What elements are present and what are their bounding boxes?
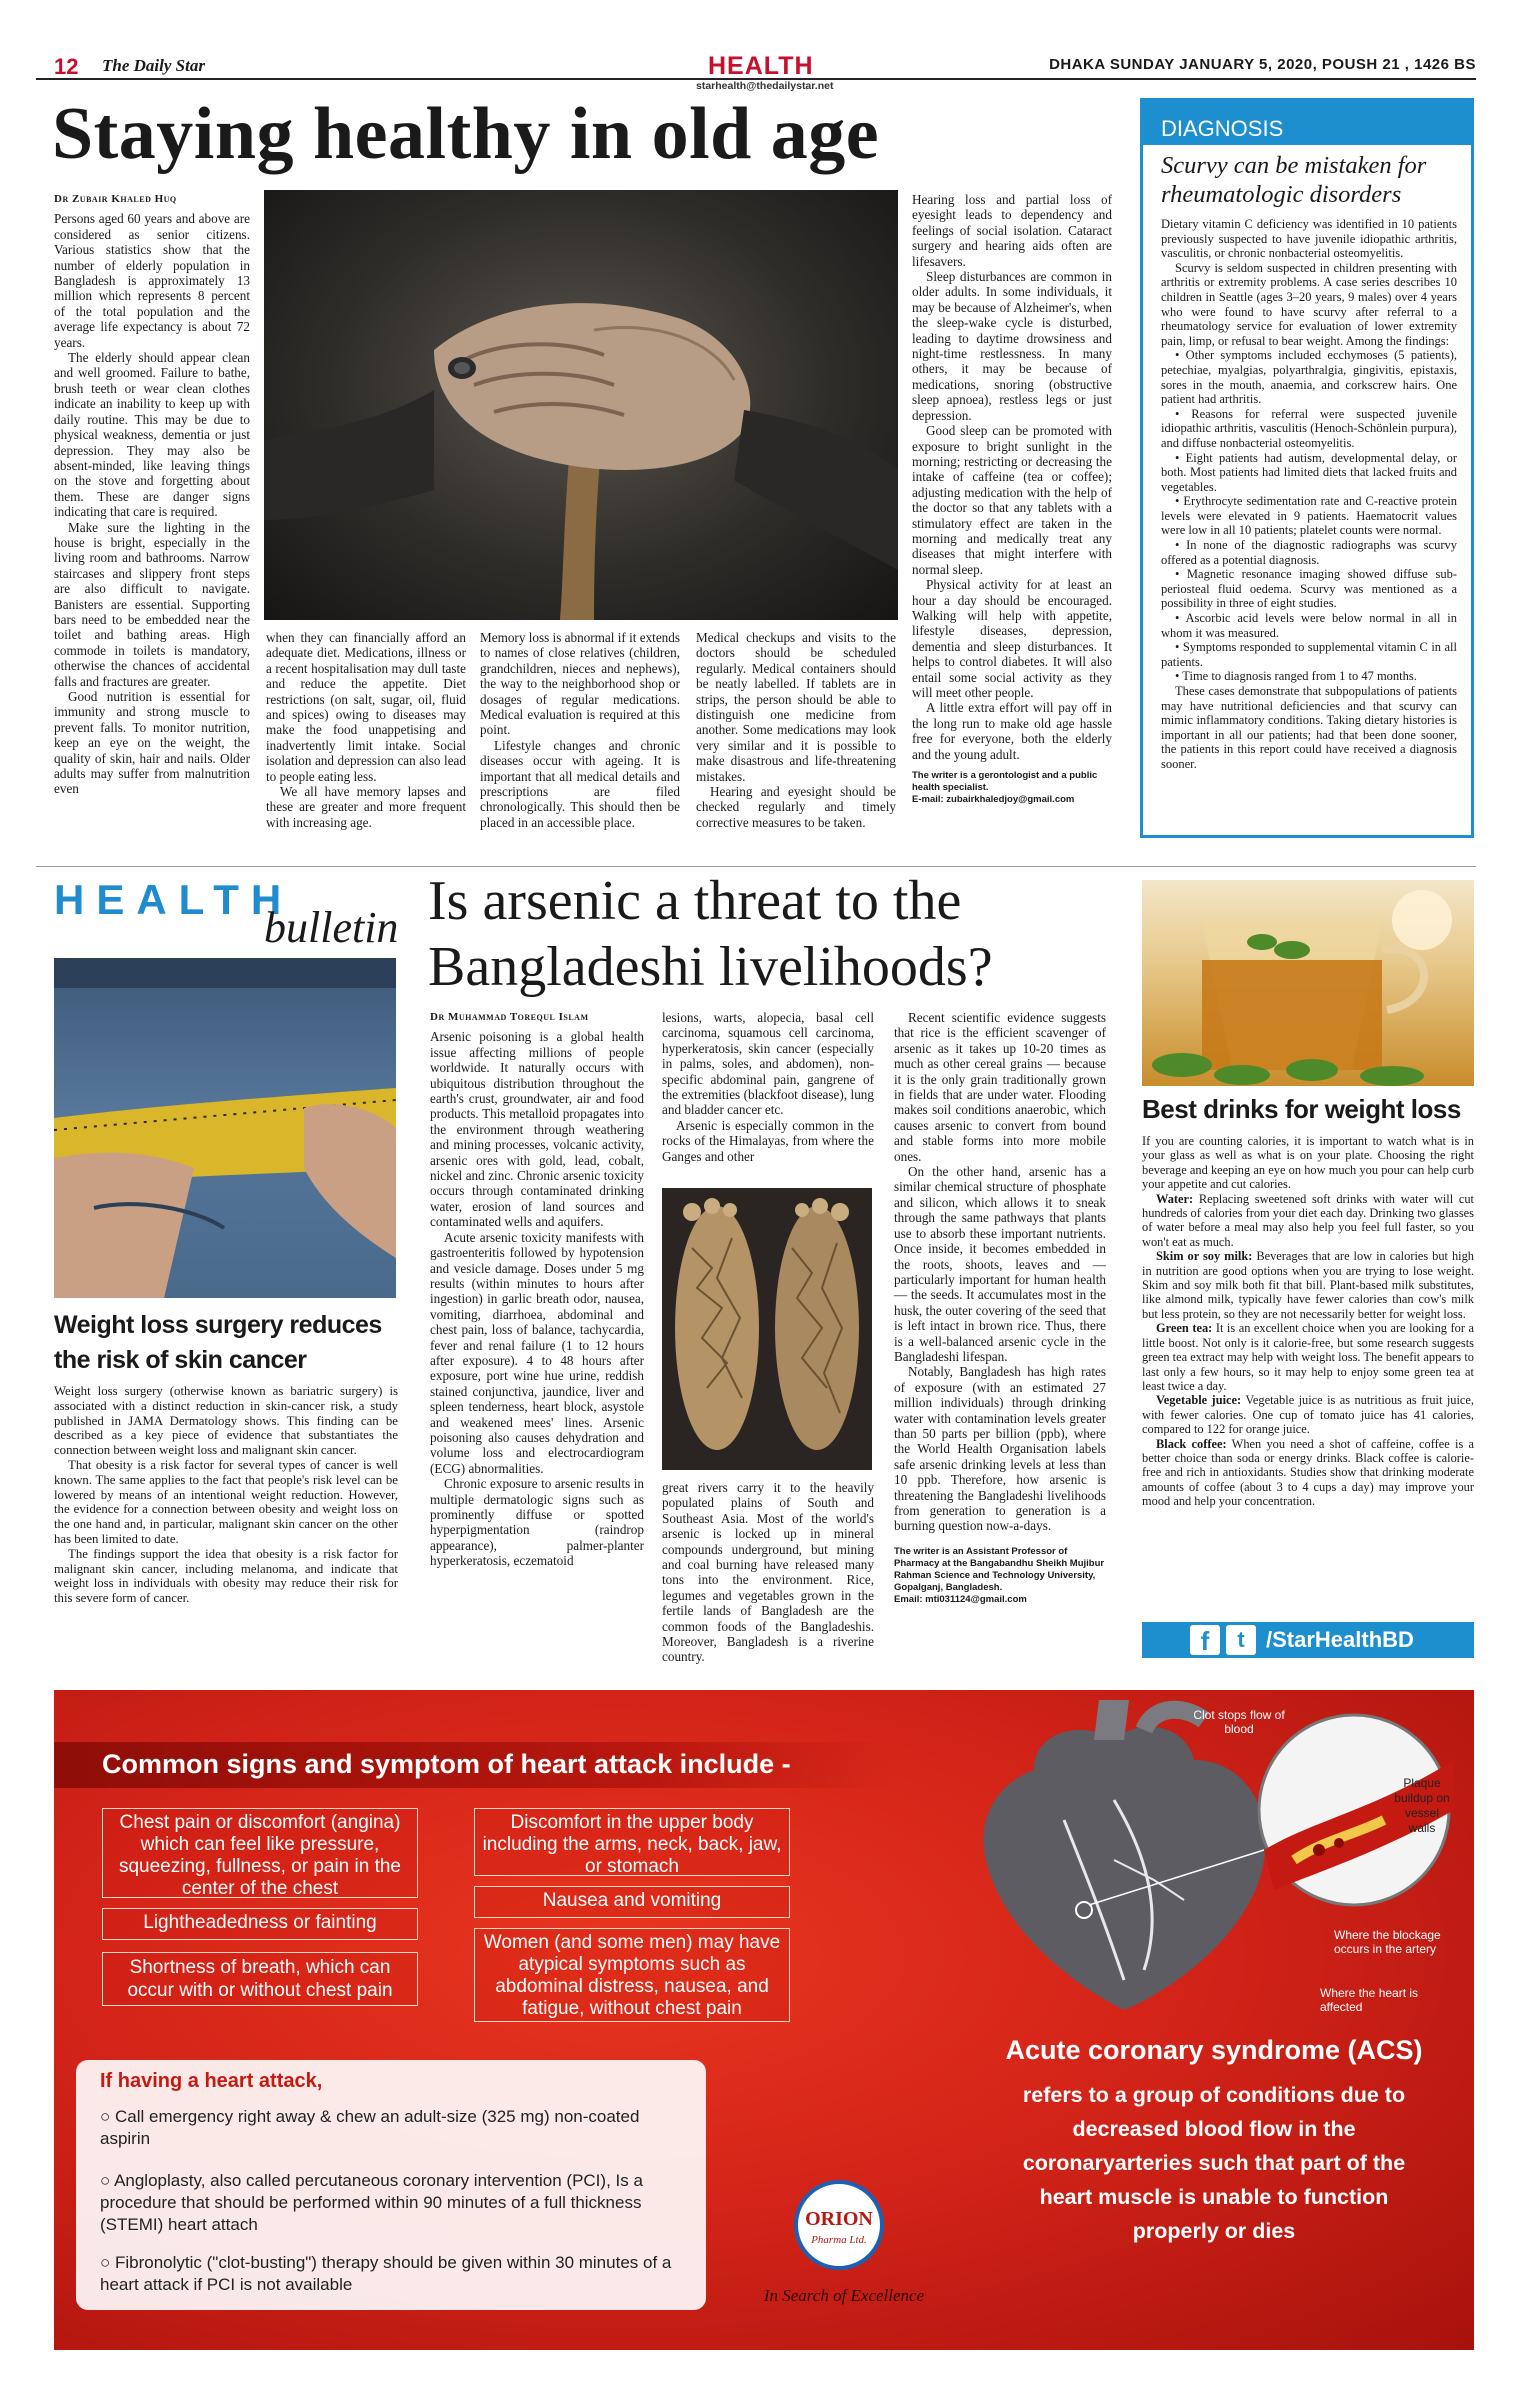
bullet-item: • Eight patients had autism, developmental delay, or both. Most patients had limited diets that lacked fruits and vegetables. [1161, 450, 1457, 494]
bullet-item: • Erythrocyte sedimentation rate and C-reactive protein levels were elevated in 9 patients. Haematocrit values were low in all 10 patients; platelet counts were normal. [1161, 494, 1457, 538]
symptom-box: Discomfort in the upper body including the arms, neck, back, jaw, or stomach [474, 1808, 790, 1876]
main-byline: Dr Zubair Khaled Huq [54, 193, 177, 205]
bulletin-logo-bulletin: bulletin [264, 903, 399, 952]
main-col-1 [54, 192, 250, 797]
header-rule [36, 78, 1476, 80]
bulletin-body [54, 1384, 398, 1606]
heart-label-affected: Where the heart is affected [1320, 1986, 1419, 2014]
paragraph: Weight loss surgery (otherwise known as bariatric surgery) is associated with a distinct reduction in skin-cancer risk, a study published in JAMA Dermatology shows. This finding can be described as a key piece of evidence that substantiates the connection between weight loss and malignant skin cancer. [54, 1384, 398, 1458]
heart-label-blockage: Where the blockage occurs in the artery [1334, 1928, 1441, 1956]
bullet-item: • Time to diagnosis ranged from 1 to 47 months. [1175, 669, 1417, 684]
arsenic-title: Is arsenic a threat to the Bangladeshi livelihoods? [428, 870, 993, 998]
dateline: DHAKA SUNDAY JANUARY 5, 2020, POUSH 21 , 1426 BS [1049, 56, 1476, 73]
main-col-3 [480, 630, 680, 830]
paragraph: If you are counting calories, it is important to watch what is in your glass as well as what is on your plate. Choosing the right beverage and keeping an eye on how much you pour can help curb your appetite and cut calories. [1142, 1134, 1474, 1192]
paragraph: The findings support the idea that obesity is a risk factor for malignant skin cancer, including melanoma, and indicate that weight loss in individuals with obesity may reduce their risk for this severe form of cancer. [54, 1546, 398, 1606]
weight-loss-photo [54, 958, 396, 1298]
paragraph: Good sleep can be promoted with exposure to bright sunlight in the morning; restricting or decreasing the intake of caffeine (tea or coffee); adjusting medication with the help of the doctor so that any tablets with a stimulatory effect are taken in the morning and medically treat any diseases that might interfere with normal sleep. [912, 423, 1112, 577]
steps-heading: If having a heart attack, [100, 2070, 323, 2092]
paragraph: That obesity is a risk factor for several types of cancer is well known. The same applies to the fact that people's risk level can be lowered by means of an intentional weight reduction. However, the evidence for a connection between obesity and weight loss on the one hand and, in particular, malignant skin cancer on the other has been limited to date. [54, 1457, 398, 1546]
step-item: ○ Fibronolytic ("clot-busting") therapy should be given within 30 minutes of a heart attack if PCI is not available [100, 2253, 672, 2294]
arsenic-col-3 [894, 1010, 1106, 1606]
bulletin-logo-health: HEALTH [54, 876, 294, 923]
paragraph: Scurvy is seldom suspected in children presenting with arthritis or extremity problems. A case series describes 10 children in Seattle (ages 3–20 years, 9 males) over 4 years who were found to have scurvy after referral to a rheumatology service for evaluation of lower extremity pain, limp, or refusal to bear weight. Among the findings: [1161, 260, 1457, 348]
symptom-box: Lightheadedness or fainting [102, 1908, 418, 1940]
paragraph: Arsenic is especially common in the rocks of the Himalayas, from where the Ganges and other [662, 1117, 874, 1164]
paragraph: Physical activity for at least an hour a day should be encouraged. Walking will help with appetite, lifestyle diseases, depression, dementia and sleep disturbances. It helps to control diabetes. It will also entail some social activity as they will meet other people. [912, 577, 1112, 700]
paragraph: Hearing and eyesight should be checked regularly and timely corrective measures to be taken. [696, 784, 896, 830]
paragraph: Notably, Bangladesh has high rates of exposure (with an estimated 27 million individuals) through drinking water with contamination levels greater than 50 parts per billion (ppb), where the World Health Organisation labels safe arsenic drinking levels at less than 10 ppb. Therefore, how arsenic is threatening the Bangladeshi livelihoods from generation to generation is a burning question now-a-days. [894, 1364, 1106, 1534]
section-title: HEALTH [708, 52, 814, 80]
section-divider [36, 866, 1476, 867]
ad-title: Common signs and symptom of heart attack include - [102, 1749, 791, 1779]
bullet-item: • Reasons for referral were suspected juvenile idiopathic arthritis, vasculitis (Henoch-Schönlein purpura), and diffuse nonbacterial osteomyelitis. [1161, 406, 1457, 450]
author-email[interactable]: E-mail: zubairkhaledjoy@gmail.com [912, 794, 1075, 806]
step-item: ○ Angloplasty, also called percutaneous coronary intervention (PCI), Is a procedure that should be performed within 90 minutes of a full thickness (STEMI) heart attach [100, 2171, 643, 2234]
paragraph: great rivers carry it to the heavily populated plains of South and Southeast Asia. Most of the world's arsenic is locked up in mineral compounds underground, but mining and coal burning have released many tons into the environment. Rice, legumes and vegetables grown in the fertile lands of Bangladesh are the common foods of the Bangladeshis. Moreover, Bangladesh is a riverine country. [662, 1480, 874, 1665]
ad-title-bar [54, 1742, 894, 1788]
social-banner[interactable] [1142, 1622, 1474, 1658]
facebook-icon[interactable]: f [1190, 1625, 1220, 1655]
paragraph: Chronic exposure to arsenic results in multiple dermatologic signs such as prominently diffuse or spotted hyperpigmentation (raindrop appearance), palmer-planter hyperkeratosis, eczematoid [430, 1476, 644, 1569]
author-note: The writer is a gerontologist and a public health specialist. E-mail: zubairkhaledjoy@gmail.com [912, 770, 1112, 806]
orion-logo [794, 2180, 884, 2270]
diagnosis-label: DIAGNOSIS [1143, 101, 1471, 145]
heart-attack-steps-box [76, 2060, 706, 2310]
arsenic-author-note: The writer is an Assistant Professor of Pharmacy at the Bangabandhu Sheikh Mujibur Rahman Science and Technology University, Gopalganj, Bangladesh. Email: mti031124@gmail.com [894, 1545, 1105, 1605]
paragraph: lesions, warts, alopecia, basal cell carcinoma, squamous cell carcinoma, hyperkeratosis, skin cancer (especially in palms, soles, and abdomen), non-specific abdominal pain, gangrene of the extremities (blackfoot disease), lung and bladder cancer etc. [662, 1010, 874, 1118]
bullet-item: • Symptoms responded to supplemental vitamin C in all patients. [1161, 640, 1457, 669]
arsenic-col-2-top [662, 1010, 874, 1164]
paragraph: when they can financially afford an adequate diet. Medications, illness or a recent hospitalisation may dull taste and reduce the appetite. Diet restrictions (on salt, sugar, oil, fluid and spices) owing to diseases may make the food unappetising and inadvertently limit intake. Social isolation and depression can also lead to people eating less. [266, 630, 466, 784]
paragraph: Persons aged 60 years and above are considered as senior citizens. Various statistics show that the number of elderly population in Bangladesh is approximately 13 million which represents 8 percent of the total population and the average life expectancy is about 72 years. [54, 211, 250, 350]
arsenic-author-email[interactable]: Email: mti031124@gmail.com [894, 1593, 1027, 1605]
drink-item: Green tea: It is an excellent choice when you are looking for a little boost. Not only is it calorie-free, but some research suggests green tea extract may help with weight loss. The benefit appears to last only a few hours, so it may help to enjoy some green tea at least twice a day. [1142, 1321, 1474, 1393]
main-article-title: Staying healthy in old age [52, 93, 880, 175]
paragraph: Sleep disturbances are common in older adults. In some individuals, it may be because of Alzheimer's, when the sleep-wake cycle is disturbed, leading to daytime drowsiness and night-time restlessness. In many others, it may be because of medications, snoring (obstructive sleep apnoea), restless legs or just depression. [912, 269, 1112, 423]
bullet-circle-icon: ○ [100, 2253, 115, 2272]
symptom-box: Shortness of breath, which can occur with or without chest pain [102, 1952, 418, 2006]
step-item: ○ Call emergency right away & chew an adult-size (325 mg) non-coated aspirin [100, 2107, 640, 2148]
bulletin-logo [54, 876, 404, 956]
paragraph: Hearing loss and partial loss of eyesight leads to dependency and feelings of social isolation. Cataract surgery and hearing aids often are lifesavers. [912, 192, 1112, 269]
arsenic-feet-photo [662, 1188, 872, 1470]
main-col-4 [696, 630, 896, 830]
heart-label-plaque: Plaque buildup on vessel walls [1394, 1776, 1450, 1835]
paragraph: On the other hand, arsenic has a similar chemical structure of phosphate and silicon, which allows it to sneak through the same pathways that plants use to absorb these important nutrients. Once inside, it becomes embedded in the roots, shoots, leaves and — particularly important for human health — the seeds. It accumulates most in the husk, the outer covering of the seed that is left intact in brown rice. Thus, there is a well-balanced arsenic cycle in the Bangladeshi lifespan. [894, 1164, 1106, 1364]
bullet-circle-icon: ○ [100, 2171, 115, 2190]
bullet-item: • Other symptoms included ecchymoses (5 patients), petechiae, myalgias, polyarthralgia, gingivitis, epistaxis, sores in the mouth, anaemia, and corkscrew hairs. One patient had arthritis. [1161, 348, 1457, 407]
drink-item: Vegetable juice: Vegetable juice is as nutritious as fruit juice, with fewer calories. One cup of tomato juice has 41 calories, compared to 122 for orange juice. [1142, 1393, 1475, 1437]
heart-label-clot: Clot stops flow of blood [1193, 1708, 1285, 1736]
paragraph: A little extra effort will pay off in the long run to make old age hassle free for everyone, both the elderly and the young adult. [912, 700, 1112, 762]
drink-item: Black coffee: When you need a shot of caffeine, coffee is a better choice than soda or energy drinks. Black coffee is calorie-free and rich in antioxidants. Studies show that drinking moderate amounts of coffee (about 3 to 4 cups a day) may improve your mood and help your concentration. [1142, 1436, 1475, 1509]
paragraph: Make sure the lighting in the house is bright, especially in the living room and bathrooms. Narrow staircases and slippery front steps are also difficult to navigate. Banisters are essential. Supporting bars need to be embedded near the toilet and bathing areas. High commode in toilets is mandatory, otherwise the chances of accidental falls and fractures are greater. [54, 519, 250, 689]
heart-diagram [914, 1700, 1454, 2020]
paragraph: The elderly should appear clean and well groomed. Failure to bathe, brush teeth or wear clean clothes indicate an inability to keep up with daily routine. This may be due to physical weakness, dementia or just depression. They may also be absent-minded, like leaving things on the stove and forgetting about them. These are danger signs indicating that care is required. [54, 350, 250, 520]
symptom-box: Chest pain or discomfort (angina) which can feel like pressure, squeezing, fullness, or pain in the center of the chest [102, 1808, 418, 1898]
acs-text: refers to a group of conditions due to decreased blood flow in the coronaryarteries such that part of the heart muscle is unable to function properly or dies [1022, 2083, 1406, 2243]
main-col-5 [912, 192, 1112, 806]
paragraph: Lifestyle changes and chronic diseases occur with ageing. It is important that all medical details and prescriptions are filed chronologically. This should then be placed in an accessible place. [480, 737, 680, 830]
diagnosis-title: Scurvy can be mistaken for rheumatologic disorders [1161, 152, 1427, 208]
bullet-circle-icon: ○ [100, 2107, 115, 2126]
paragraph: Recent scientific evidence suggests that rice is the efficient scavenger of arsenic as it takes up 10-20 times as much as other cereal grains — because it is the only grain traditionally grown in fields that are under water. Flooding makes soil conditions anaerobic, which causes arsenic to convert from bound and stable forms into more mobile ones. [894, 1010, 1106, 1164]
heart-attack-ad [54, 1690, 1474, 2350]
orion-brand-sub: Pharma Ltd. [811, 2234, 867, 2246]
green-tea-photo [1142, 880, 1474, 1086]
symptom-box: Women (and some men) may have atypical symptoms such as abdominal distress, nausea, and fatigue, without chest pain [474, 1928, 790, 2022]
paragraph: Medical checkups and visits to the doctors should be scheduled regularly. Medical containers should be neatly labelled. If tablets are in strips, the person should be able to distinguish one medicine from another. Some medications may look very similar and it is possible to make disastrous and life-threatening mistakes. [696, 630, 896, 784]
elderly-hands-photo [264, 190, 898, 620]
symptom-box: Nausea and vomiting [474, 1886, 790, 1918]
bullet-item: • Magnetic resonance imaging showed diffuse sub-periosteal fluid oedema. Scurvy was mentioned as a possibility in three of eight studies. [1161, 567, 1457, 611]
section-email[interactable]: starhealth@thedailystar.net [696, 80, 834, 92]
page-number: 12 [54, 54, 79, 79]
paragraph: Arsenic poisoning is a global health issue affecting millions of people worldwide. It naturally occurs with ubiquitous distribution throughout the earth's crust, groundwater, air and food products. This metalloid propagates into the environment through weathering and mining processes, volcanic activity, arsenic ores with gold, lead, cobalt, nickel and zinc. Chronic arsenic toxicity occurs through contaminated drinking water, erosion of land sources and contaminated wells and aquifers. [430, 1029, 644, 1230]
paragraph: We all have memory lapses and these are greater and more frequent with increasing age. [266, 784, 466, 830]
bulletin-headline: Weight loss surgery reduces the risk of skin cancer [54, 1311, 382, 1374]
drinks-headline: Best drinks for weight loss [1142, 1094, 1461, 1124]
diagnosis-box [1140, 98, 1474, 838]
social-handle[interactable]: /StarHealthBD [1266, 1627, 1414, 1652]
bullet-item: • In none of the diagnostic radiographs was scurvy offered as a potential diagnosis. [1161, 538, 1457, 567]
twitter-icon[interactable]: t [1226, 1625, 1256, 1655]
paragraph: These cases demonstrate that subpopulations of patients may have nutritional deficiencies and that scurvy can mimic inflammatory conditions. Taking dietary histories is important in all our patients; had that been done sooner, the patients in this report could have received a diagnosis sooner. [1161, 684, 1457, 771]
paragraph: Good nutrition is essential for immunity and strong muscle to prevent falls. To monitor nutrition, keep an eye on the weight, the quality of skin, hair and nails. Older adults may suffer from malnutrition even [54, 689, 250, 797]
arsenic-byline: Dr Muhammad Torequl Islam [430, 1011, 589, 1023]
orion-brand: ORION [805, 2208, 873, 2230]
orion-tagline: In Search of Excellence [763, 2286, 925, 2305]
diagnosis-body [1143, 217, 1471, 772]
arsenic-col-1 [430, 1010, 644, 1569]
drink-item: Skim or soy milk: Beverages that are low in calories but high in nutrition are good options when you are trying to lose weight. Skim and soy milk both fit that bill. Plant-based milk substitutes, like almond milk, typically have fewer calories than cow's milk but less protein, so they are not necessarily better for weight loss. [1142, 1249, 1474, 1321]
paragraph: Acute arsenic toxicity manifests with gastroenteritis followed by hypotension and vesicle damage. Doses under 5 mg results (within minutes to hours after ingestion) in garlic breath odor, nausea, vomiting, diarrhoea, abdominal and chest pain, loss of balance, tachycardia, fever and renal failure (1 to 12 hours after exposure). 4 to 48 hours after exposure, port wine hue urine, reddish stained conjunctiva, jaundice, liver and spleen tenderness, heart block, asystole and weakened mees' lines. Arsenic poisoning also causes dehydration and volume loss and electrocardiogram (ECG) abnormalities. [430, 1229, 644, 1476]
acs-heading: Acute coronary syndrome (ACS) [1005, 2035, 1423, 2065]
paper-name: The Daily Star [102, 56, 205, 75]
bullet-item: • Ascorbic acid levels were below normal in all in whom it was measured. [1161, 611, 1457, 640]
paragraph: Dietary vitamin C deficiency was identified in 10 patients previously suspected to have juvenile idiopathic arthritis, vasculitis, or chronic nonbacterial osteomyelitis. [1161, 217, 1457, 261]
paragraph: Memory loss is abnormal if it extends to names of close relatives (children, grandchildren, nieces and nephews), the way to the neighborhood shop or dosages of regular medications. Medical evaluation is required at this point. [480, 630, 680, 738]
drink-item: Water: Replacing sweetened soft drinks with water will cut hundreds of calories from your diet each day. Drinking two glasses of water before a meal may also help you feel full faster, so you won't eat as much. [1142, 1191, 1474, 1249]
drinks-body [1142, 1134, 1474, 1509]
main-col-2 [266, 630, 466, 830]
arsenic-col-2-bottom [662, 1480, 874, 1665]
